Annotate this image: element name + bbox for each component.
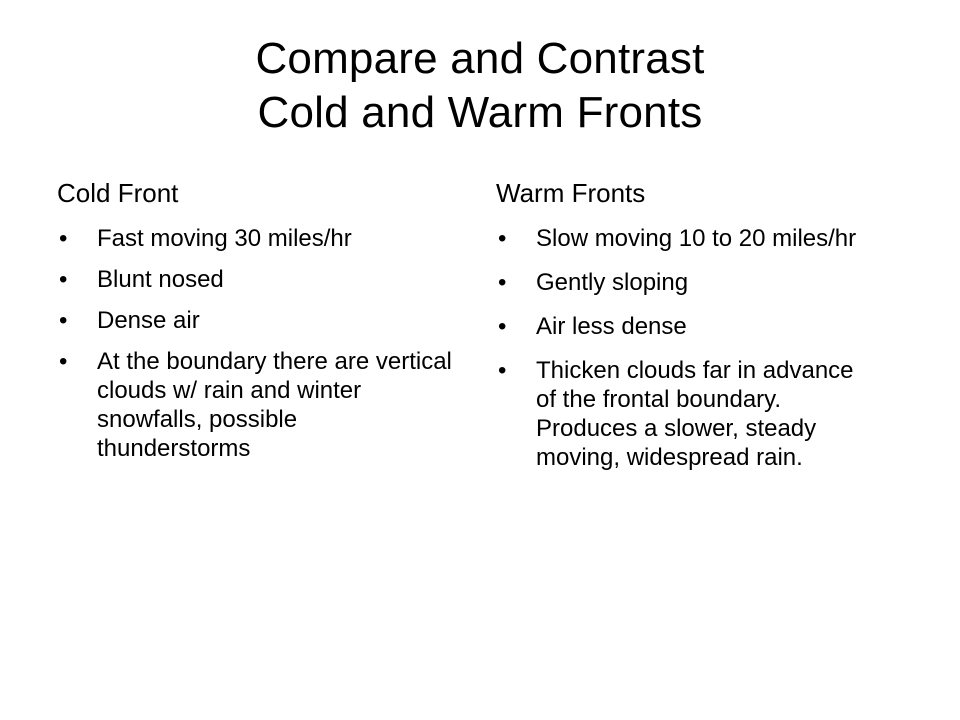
title-line-1: Compare and Contrast	[255, 34, 705, 83]
bullet-icon: •	[59, 225, 68, 252]
cold-front-column	[57, 172, 457, 475]
bullet-icon: •	[498, 357, 507, 384]
list-item	[57, 306, 457, 335]
bullet-icon: •	[59, 348, 68, 375]
list-item	[496, 356, 876, 472]
list-item-text: Gently sloping	[536, 269, 689, 296]
list-item	[57, 347, 457, 463]
warm-front-heading: Warm Fronts	[496, 178, 646, 208]
list-item	[496, 268, 876, 297]
bullet-icon: •	[498, 313, 507, 340]
cold-front-heading: Cold Front	[57, 178, 179, 208]
list-item-text: Thicken clouds far in advance of the frontal boundary. Produces a slower, steady moving, widespread rain.	[536, 357, 854, 471]
list-item	[57, 224, 457, 253]
list-item-text: Slow moving 10 to 20 miles/hr	[536, 225, 857, 252]
list-item	[496, 312, 876, 341]
list-item-text: At the boundary there are vertical clouds w/ rain and winter snowfalls, possible thunderstorms	[97, 348, 452, 462]
title-line-2: Cold and Warm Fronts	[257, 88, 703, 137]
list-item-text: Blunt nosed	[97, 266, 224, 293]
warm-front-column	[496, 172, 876, 487]
list-item-text: Fast moving 30 miles/hr	[97, 225, 352, 252]
bullet-icon: •	[59, 266, 68, 293]
bullet-icon: •	[498, 269, 507, 296]
slide-title	[80, 32, 880, 140]
list-item	[496, 224, 876, 253]
list-item-text: Dense air	[97, 307, 200, 334]
list-item-text: Air less dense	[536, 313, 687, 340]
list-item	[57, 265, 457, 294]
bullet-icon: •	[59, 307, 68, 334]
warm-front-list	[496, 224, 876, 472]
bullet-icon: •	[498, 225, 507, 252]
cold-front-list	[57, 224, 457, 463]
